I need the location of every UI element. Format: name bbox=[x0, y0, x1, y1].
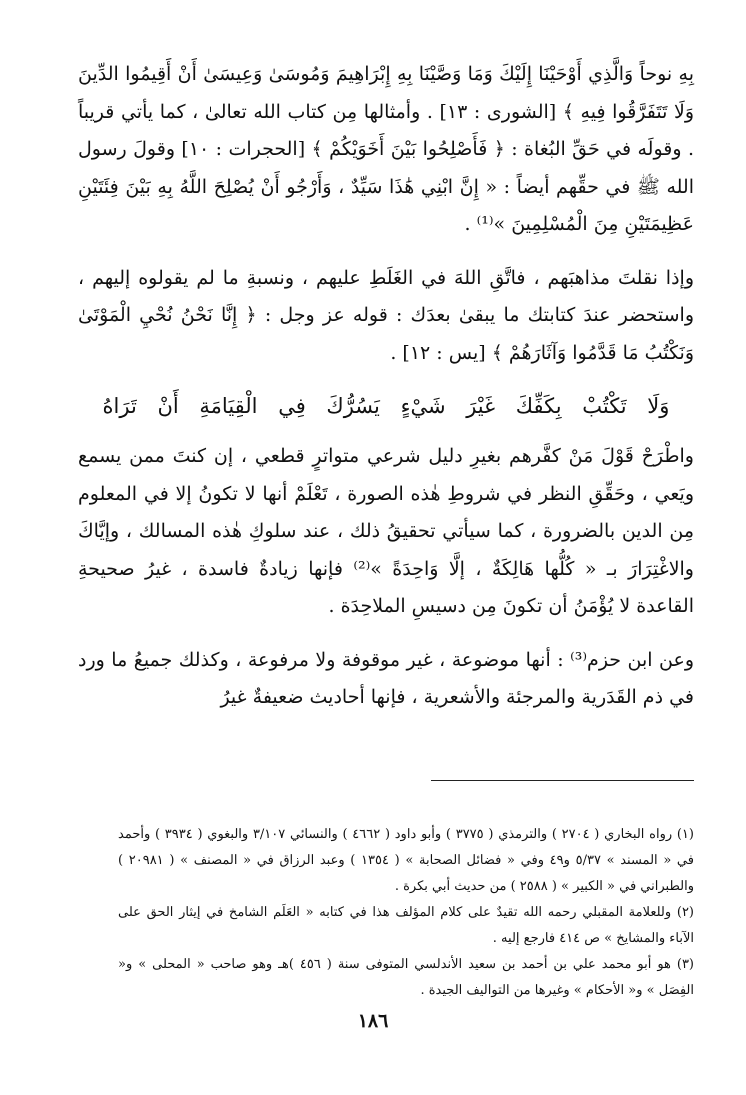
footnote-3: (٣) هو أبو محمد علي بن أحمد بن سعيد الأندلسي المتوفى سنة ( ٤٥٦ )هـ وهو صاحب « المحلى » و« الفِصَل » و« الأحكام » وغيرها من التواليف الجيدة . bbox=[118, 957, 694, 998]
page-number: ١٨٦ bbox=[357, 1010, 389, 1032]
paragraph-2: وإذا نقلتَ مذاهبَهم ، فاتَّقِ اللهَ في الغَلَطِ عليهم ، ونسبةِ ما لم يقولوه إليهم ، واستحضر عندَ كتابتك ما يبقىٰ بعدَك : قوله عز وجل : ﴿ إِنَّا نَحْنُ نُحْيِ الْمَوْتَىٰ وَنَكْتُبُ مَا قَدَّمُوا وَآثَارَهُمْ ﴾ [يس : ١٢] . bbox=[78, 266, 694, 364]
paragraph-4: وعن ابن حزم⁽³⁾ : أنها موضوعة ، غير موقوفة ولا مرفوعة ، وكذلك جميعُ ما ورد في ذم القَدَرية والمرجئة والأشعرية ، فإنها أحاديث ضعيفةٌ غيرُ bbox=[78, 648, 694, 708]
paragraph-1: بِهِ نوحاً وَالَّذِي أَوْحَيْنَا إِلَيْكَ وَمَا وَصَّيْنَا بِهِ إِبْرَاهِيمَ وَمُوسَىٰ وَعِيسَىٰ أَنْ أَقِيمُوا الدِّينَ وَلَا تَتَفَرَّقُوا فِيهِ ﴾ [الشورى : ١٣] . وأمثالها مِن كتاب الله تعالىٰ ، كما يأتي قريباً . وقولَه في حَقِّ البُغاة : ﴿ فَأَصْلِحُوا بَيْنَ أَخَوَيْكُمْ ﴾ [الحجرات : ١٠] وقولَ رسول الله ﷺ في حقِّهم أيضاً : « إِنَّ ابْنِي هَٰذَا سَيِّدٌ ، وَأَرْجُو أَنْ يُصْلِحَ اللَّهُ بِهِ بَيْنَ فِئَتَيْنِ عَظِيمَتَيْنِ مِنَ الْمُسْلِمِينَ »⁽¹⁾ . bbox=[78, 63, 695, 235]
footnote-2: (٢) وللعلامة المقبلي رحمه الله تقيدٌ على كلام المؤلف هذا في كتابه « العَلَم الشامخ في إيثار الحق على الآباء والمشايخ » ص ٤١٤ فارجع إليه . bbox=[118, 905, 694, 946]
footnotes bbox=[118, 822, 694, 1004]
footnote-1: (١) رواه البخاري ( ٢٧٠٤ ) والترمذي ( ٣٧٧٥ ) وأبو داود ( ٤٦٦٢ ) والنسائي ٣/١٠٧ والبغوي ( ٣٩٣٤ ) وأحمد في « المسند » ٥/٣٧ و٤٩ وفي « فضائل الصحابة » ( ١٣٥٤ ) وعبد الرزاق في « المصنف » ( ٢٠٩٨١ ) والطبراني في « الكبير » ( ٢٥٨٨ ) من حديث أبي بكرة . bbox=[118, 827, 694, 894]
main-text bbox=[78, 56, 694, 717]
poetry-verse: وَلَا تَكْتُبْ بِكَفِّكَ غَيْرَ شَيْءٍ يَسُرُّكَ فِي الْقِيَامَةِ أَنْ تَرَاهُ bbox=[102, 394, 670, 418]
footnote-divider bbox=[431, 780, 694, 781]
paragraph-3: واطْرَحْ قَوْلَ مَنْ كفَّرهم بغيرِ دليل شرعي متواترٍ قطعي ، إن كنتَ ممن يسمع ويَعي ، وحَقِّقِ النظر في شروطِ هٰذه الصورة ، تَعْلَمْ أنها لا تكونُ إلا في المعلوم مِن الدين بالضرورة ، كما سيأتي تحقيقُ ذلك ، عند سلوكِ هٰذه المسالك ، وإيَّاكَ والاغْتِرَارَ بـ « كُلُّها هَالِكَةٌ ، إلَّا وَاحِدَةً »⁽²⁾ فإنها زيادةٌ فاسدة ، غيرُ صحيحةِ القاعدة لا يُؤْمَنُ أن تكونَ مِن دسيسِ الملاحِدَة . bbox=[78, 445, 694, 617]
